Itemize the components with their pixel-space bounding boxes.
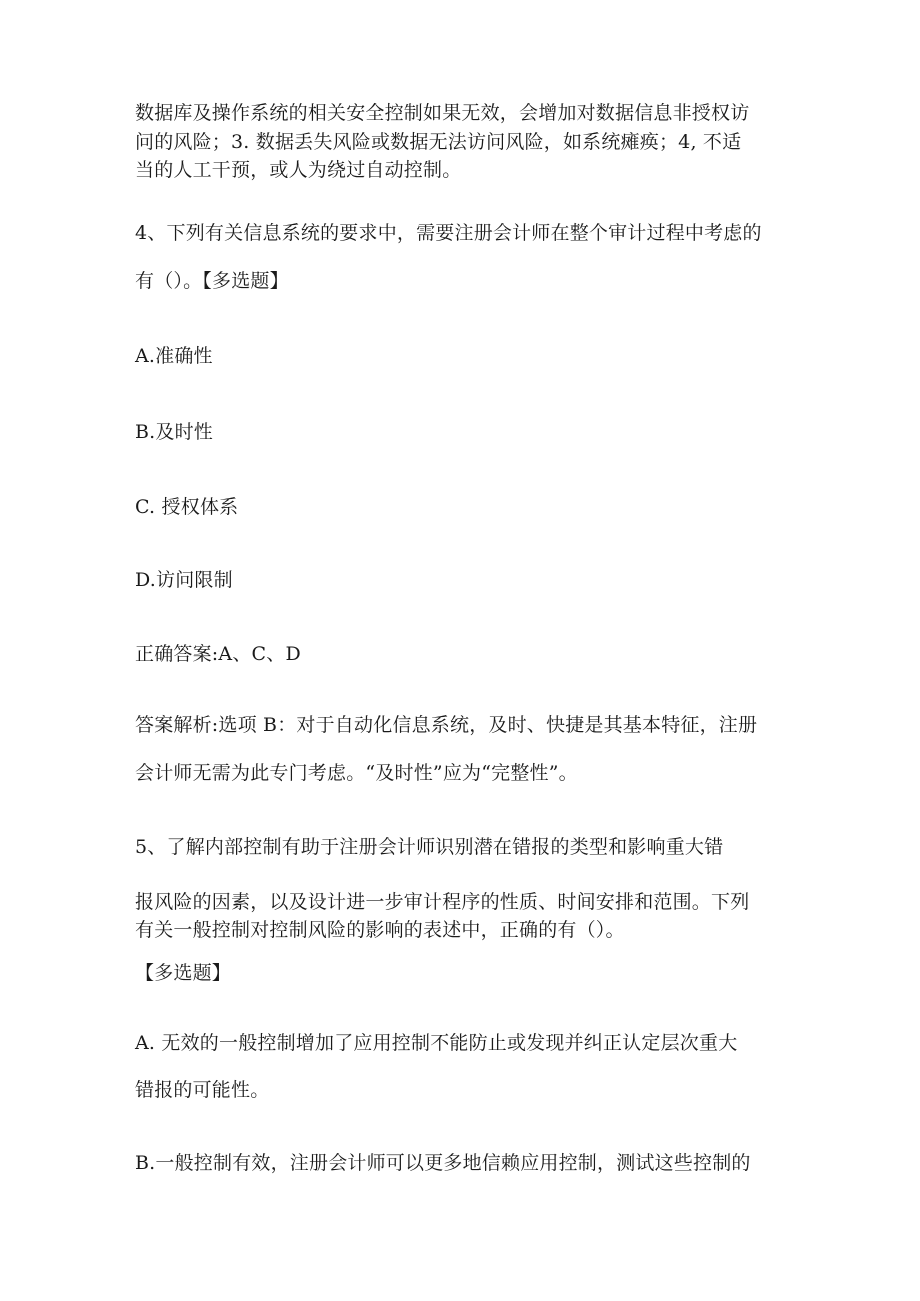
- question-4-analysis-line-1: 答案解析:选项 B：对于自动化信息系统，及时、快捷是其基本特征，注册: [135, 714, 758, 736]
- intro-line-1: 数据库及操作系统的相关安全控制如果无效，会增加对数据信息非授权访: [135, 102, 750, 124]
- question-4-option-b: B.及时性: [135, 421, 214, 443]
- question-5-stem-line-2: 报风险的因素，以及设计进一步审计程序的性质、时间安排和范围。下列: [135, 891, 750, 913]
- question-4-stem-line-1: 4、下列有关信息系统的要求中，需要注册会计师在整个审计过程中考虑的: [135, 222, 762, 244]
- question-5-option-a-line-1: A. 无效的一般控制增加了应用控制不能防止或发现并纠正认定层次重大: [135, 1032, 738, 1054]
- question-4-answer: 正确答案:A、C、D: [135, 643, 301, 665]
- question-5-option-b-line-1: B.一般控制有效，注册会计师可以更多地信赖应用控制，测试这些控制的: [135, 1152, 751, 1174]
- question-4-option-d: D.访问限制: [135, 569, 233, 591]
- question-5-stem-line-1: 5、了解内部控制有助于注册会计师识别潜在错报的类型和影响重大错: [135, 836, 724, 858]
- question-4-stem-line-2: 有（）。【多选题】: [135, 270, 289, 292]
- question-4-option-a: A.准确性: [135, 345, 213, 367]
- question-5-stem-line-3: 有关一般控制对控制风险的影响的表述中，正确的有（）。: [135, 919, 625, 941]
- intro-line-3: 当的人工干预，或人为绕过自动控制。: [135, 159, 462, 181]
- question-5-stem-line-4: 【多选题】: [135, 962, 232, 984]
- question-4-option-c: C. 授权体系: [135, 496, 239, 518]
- question-5-option-a-line-2: 错报的可能性。: [135, 1079, 270, 1101]
- intro-line-2: 问的风险；3. 数据丢失风险或数据无法访问风险，如系统瘫痪；4, 不适: [135, 131, 742, 153]
- question-4-analysis-line-2: 会计师无需为此专门考虑。“及时性”应为“完整性”。: [135, 762, 578, 784]
